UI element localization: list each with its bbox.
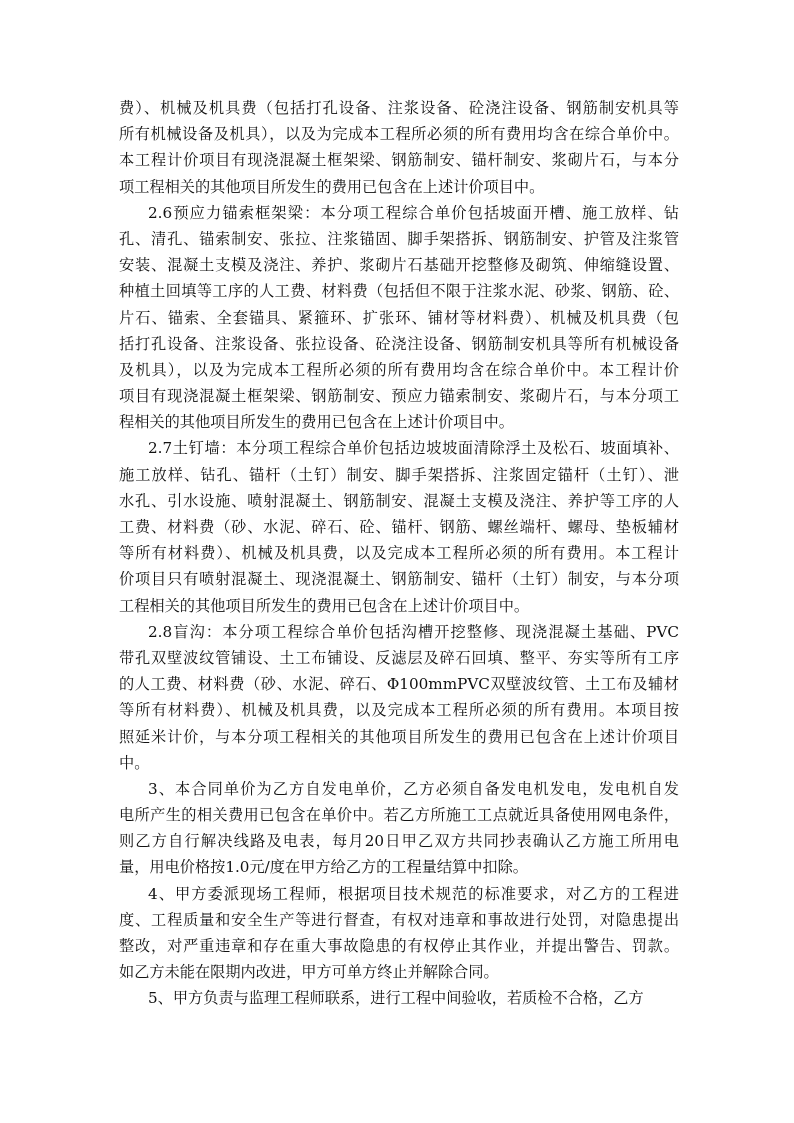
text-line: 4、甲方委派现场工程师，根据项目技术规范的标准要求，对乙方的工程进 [148,884,679,903]
text-line: 施工放样、钻孔、锚杆（土钉）制安、脚手架搭拆、注浆固定锚杆（土钉）、泄 [119,465,679,484]
paragraph [119,95,679,200]
text-line: 本工程计价项目有现浇混凝土框架梁、钢筋制安、锚杆制安、浆砌片石，与本分 [119,151,679,170]
paragraph [119,435,679,618]
text-line: 2.7土钉墙：本分项工程综合单价包括边坡坡面清除浮土及松石、坡面填补、 [148,439,679,458]
paragraph [119,200,679,436]
paragraph [119,619,679,776]
text-line: 带孔双壁波纹管铺设、土工布铺设、反滤层及碎石回填、整平、夯实等所有工序 [119,648,679,667]
text-line: 的人工费、材料费（砂、水泥、碎石、Φ100mmPVC双壁波纹管、土工布及辅材 [119,675,679,694]
text-line: 种植土回填等工序的人工费、材料费（包括但不限于注浆水泥、砂浆、钢筋、砼、 [119,282,679,301]
text-line: 水孔、引水设施、喷射混凝土、钢筋制安、混凝土支模及浇注、养护等工序的人 [119,491,679,510]
text-line: 电所产生的相关费用已包含在单价中。若乙方所施工工点就近具备使用网电条件， [119,806,679,825]
text-line: 及机具），以及为完成本工程所必须的所有费用均含在综合单价中。本工程计价 [119,360,679,379]
text-line: 项工程相关的其他项目所发生的费用已包含在上述计价项目中。 [119,177,545,196]
text-line: 度、工程质量和安全生产等进行督查，有权对违章和事故进行处罚，对隐患提出 [119,910,679,929]
text-line: 价项目只有喷射混凝土、现浇混凝土、钢筋制安、锚杆（土钉）制安，与本分项 [119,570,679,589]
text-line: 程相关的其他项目所发生的费用已包含在上述计价项目中。 [119,413,514,432]
text-line: 工程相关的其他项目所发生的费用已包含在上述计价项目中。 [119,596,530,615]
text-line: 3、本合同单价为乙方自发电单价，乙方必须自备发电机发电，发电机自发 [148,779,679,798]
text-line: 2.8盲沟：本分项工程综合单价包括沟槽开挖整修、现浇混凝土基础、PVC [148,622,679,641]
text-line: 整改，对严重违章和存在重大事故隐患的有权停止其作业，并提出警告、罚款。 [119,937,679,955]
text-line: 孔、清孔、锚索制安、张拉、注浆锚固、脚手架搭拆、钢筋制安、护管及注浆管 [119,229,679,248]
text-line: 中。 [119,753,150,772]
text-line: 等所有材料费）、机械及机具费，以及完成本工程所必须的所有费用。本项目按 [119,701,679,720]
text-line: 工费、材料费（砂、水泥、碎石、砼、锚杆、钢筋、螺丝端杆、螺母、垫板辅材 [119,518,679,536]
paragraph [119,776,679,881]
text-line: 照延米计价，与本分项工程相关的其他项目所发生的费用已包含在上述计价项目 [119,727,679,746]
text-line: 等所有材料费）、机械及机具费，以及完成本工程所必须的所有费用。本工程计 [119,544,679,563]
text-line: 安装、混凝土支模及浇注、养护、浆砌片石基础开挖整修及砌筑、伸缩缝设置、 [119,256,679,275]
text-line: 5、甲方负责与监理工程师联系，进行工程中间验收，若质检不合格，乙方 [148,989,644,1008]
paragraph [119,881,679,986]
text-line: 所有机械设备及机具），以及为完成本工程所必须的所有费用均含在综合单价中。 [119,125,679,144]
text-line: 如乙方未能在限期内改进，甲方可单方终止并解除合同。 [119,963,499,982]
text-line: 费）、机械及机具费（包括打孔设备、注浆设备、砼浇注设备、钢筋制安机具等 [119,99,679,117]
text-line: 片石、锚索、全套锚具、紧箍环、扩张环、铺材等材料费）、机械及机具费（包 [119,308,679,327]
text-line: 则乙方自行解决线路及电表，每月20日甲乙双方共同抄表确认乙方施工所用电 [119,832,679,851]
text-line: 项目有现浇混凝土框架梁、钢筋制安、预应力锚索制安、浆砌片石，与本分项工 [119,387,679,406]
text-line: 括打孔设备、注浆设备、张拉设备、砼浇注设备、钢筋制安机具等所有机械设备 [119,334,679,353]
text-line: 2.6预应力锚索框架梁：本分项工程综合单价包括坡面开槽、施工放样、钻 [148,203,679,222]
paragraph [119,985,679,1011]
contract-body-text [119,95,679,1012]
document-page [119,95,679,1012]
text-line: 量，用电价格按1.0元/度在甲方给乙方的工程量结算中扣除。 [119,858,528,877]
